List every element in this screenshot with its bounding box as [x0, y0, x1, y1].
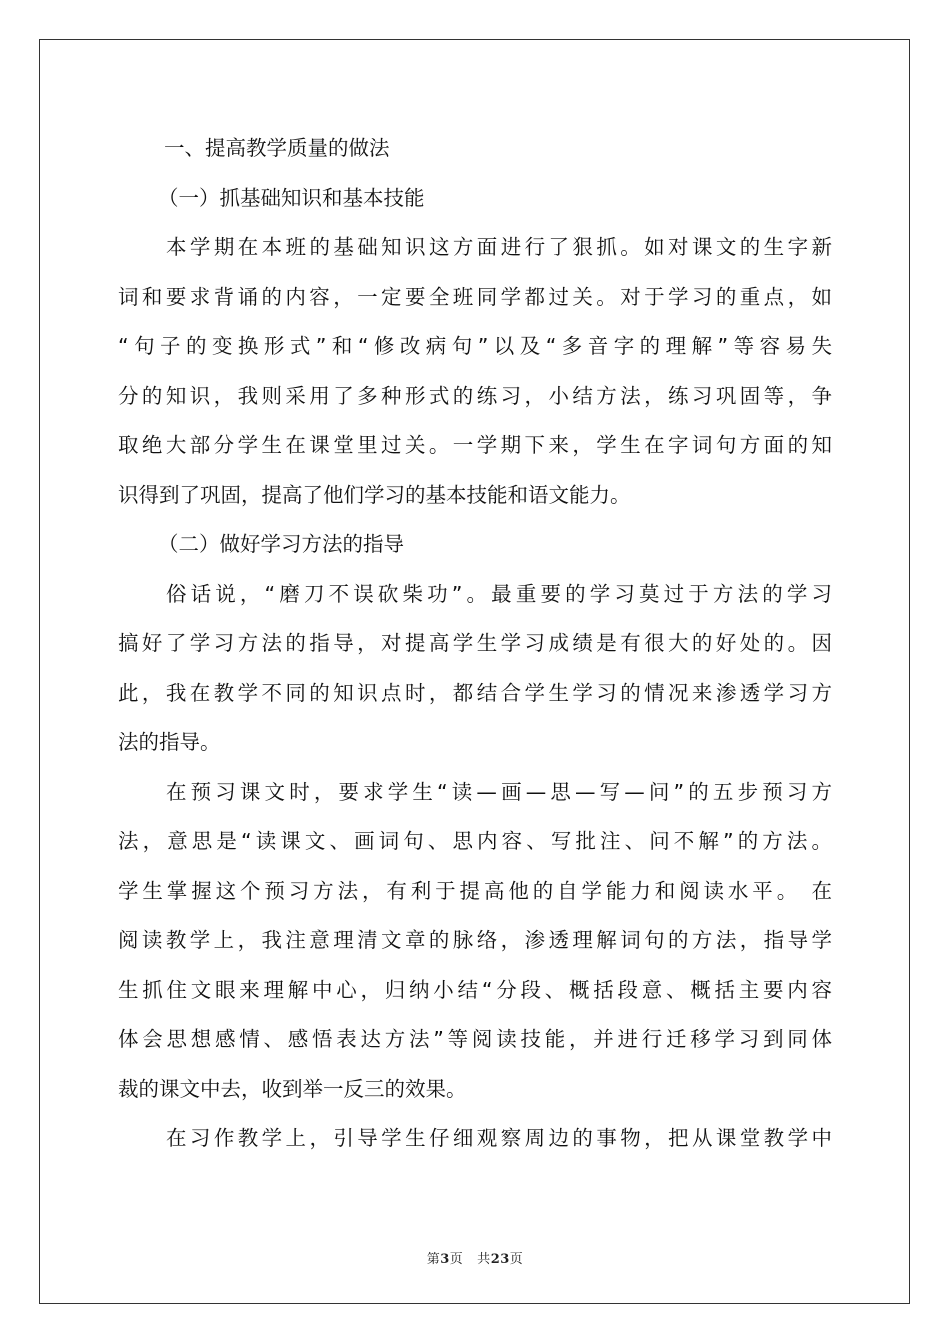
paragraph-line: 识得到了巩固，提高了他们学习的基本技能和语文能力。	[118, 482, 631, 507]
paragraph-line: 生抓住文眼来理解中心，归纳小结“分段、概括段意、概括主要内容	[118, 977, 832, 1002]
subsection-heading: （二）做好学习方法的指导	[158, 532, 404, 556]
footer-total-prefix: 共	[477, 1252, 491, 1267]
paragraph-line: “句子的变换形式”和“修改病句”以及“多音字的理解”等容易失	[118, 334, 832, 358]
paragraph-line: 本学期在本班的基础知识这方面进行了狠抓。如对课文的生字新	[166, 235, 832, 259]
paragraph-line: 取绝大部分学生在课堂里过关。一学期下来，学生在字词句方面的知	[118, 433, 832, 457]
paragraph-line: 在预习课文时，要求学生“读—画—思—写—问”的五步预习方	[166, 779, 832, 804]
page-footer	[0, 1248, 950, 1267]
footer-total-suffix: 页	[509, 1252, 524, 1267]
paragraph-line: 搞好了学习方法的指导，对提高学生学习成绩是有很大的好处的。因	[118, 631, 832, 655]
paragraph-line: 分的知识，我则采用了多种形式的练习，小结方法，练习巩固等，争	[118, 383, 832, 408]
paragraph-line: 体会思想感情、感悟表达方法”等阅读技能，并进行迁移学习到同体	[118, 1027, 832, 1051]
paragraph-line: 学生掌握这个预习方法，有利于提高他的自学能力和阅读水平。 在	[118, 878, 832, 903]
total-page-count: 23	[490, 1252, 510, 1267]
current-page-number: 3	[440, 1252, 450, 1267]
paragraph-line: 法，意思是“读课文、画词句、思内容、写批注、问不解”的方法。	[118, 829, 832, 853]
footer-prefix: 第	[426, 1252, 441, 1267]
paragraph-line: 裁的课文中去，收到举一反三的效果。	[118, 1076, 467, 1101]
paragraph-line: 俗话说，“磨刀不误砍柴功”。最重要的学习莫过于方法的学习	[166, 581, 832, 606]
footer-page-suffix: 页	[449, 1252, 464, 1267]
section-heading: 一、提高教学质量的做法	[164, 136, 390, 160]
subsection-heading: （一）抓基础知识和基本技能	[158, 185, 425, 210]
document-body	[118, 124, 832, 1164]
paragraph-line: 法的指导。	[118, 730, 221, 754]
paragraph-line: 在习作教学上，引导学生仔细观察周边的事物，把从课堂教学中	[166, 1126, 832, 1150]
paragraph-line: 此，我在教学不同的知识点时，都结合学生学习的情况来渗透学习方	[118, 680, 832, 705]
paragraph-line: 词和要求背诵的内容，一定要全班同学都过关。对于学习的重点，如	[118, 284, 832, 309]
paragraph-line: 阅读教学上，我注意理清文章的脉络，渗透理解词句的方法，指导学	[118, 928, 832, 952]
